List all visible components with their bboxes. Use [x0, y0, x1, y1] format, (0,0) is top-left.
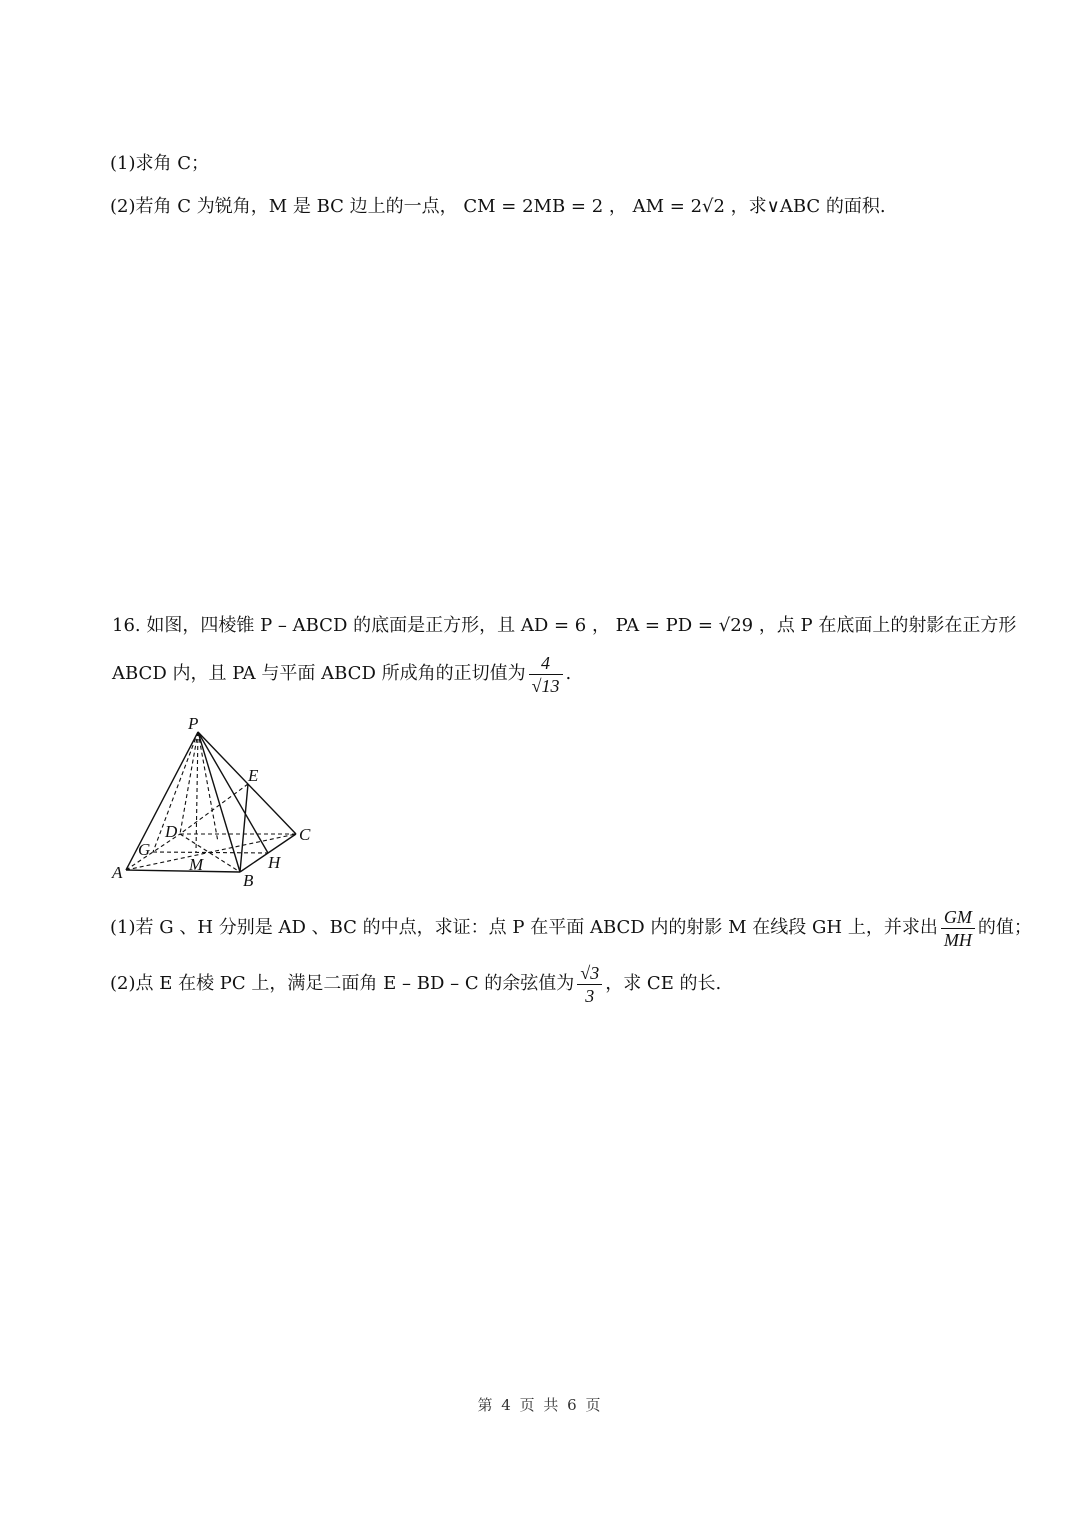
label-H: H: [268, 853, 281, 872]
label-G: G: [138, 840, 151, 859]
q15-part1: (1)求角 C；: [110, 153, 209, 174]
label-E: E: [248, 766, 259, 785]
q16-stem-line2: [112, 650, 571, 698]
cosine-fraction-numerator: √3: [577, 962, 602, 985]
label-C: C: [299, 825, 311, 844]
label-P: P: [188, 714, 199, 733]
ratio-fraction-numerator: GM: [941, 906, 975, 929]
q16-part2: [110, 960, 721, 1008]
q16-part1-suffix: 的值；: [977, 917, 1032, 938]
q16-part2-text: (2)点 E 在棱 PC 上，满足二面角 E – BD – C 的余弦值为: [110, 973, 575, 994]
q16-part1: [110, 904, 1032, 952]
label-B: B: [243, 871, 254, 890]
cosine-fraction: [577, 962, 602, 1007]
q16-stem-line2-suffix: .: [565, 663, 572, 684]
pyramid-figure: [108, 710, 328, 890]
page-footer: 第 4 页 共 6 页: [477, 1396, 603, 1414]
tangent-fraction-denominator: √13: [531, 675, 560, 696]
label-D: D: [165, 822, 178, 841]
q16-part1-text: (1)若 G 、H 分别是 AD 、BC 的中点，求证：点 P 在平面 ABCD 内的射影 M 在线段 GH 上，并求出: [110, 917, 938, 938]
q16-stem-line1: 16. 如图，四棱锥 P – ABCD 的底面是正方形，且 AD = 6 ， PA = PD = √29 ，点 P 在底面上的射影在正方形: [112, 615, 1017, 636]
tangent-fraction-numerator: 4: [529, 652, 563, 675]
label-M: M: [189, 855, 204, 874]
cosine-fraction-denominator: 3: [585, 985, 595, 1006]
q16-stem-line2-text: ABCD 内，且 PA 与平面 ABCD 所成角的正切值为: [112, 663, 526, 684]
q15-part2: (2)若角 C 为锐角，M 是 BC 边上的一点， CM = 2MB = 2 ， AM = 2√2 ，求∨ABC 的面积.: [110, 196, 886, 217]
q16-part2-suffix: ，求 CE 的长.: [605, 973, 722, 994]
ratio-fraction: [941, 906, 975, 951]
ratio-fraction-denominator: MH: [943, 929, 972, 950]
tangent-fraction: [529, 652, 563, 697]
label-A: A: [112, 863, 123, 882]
